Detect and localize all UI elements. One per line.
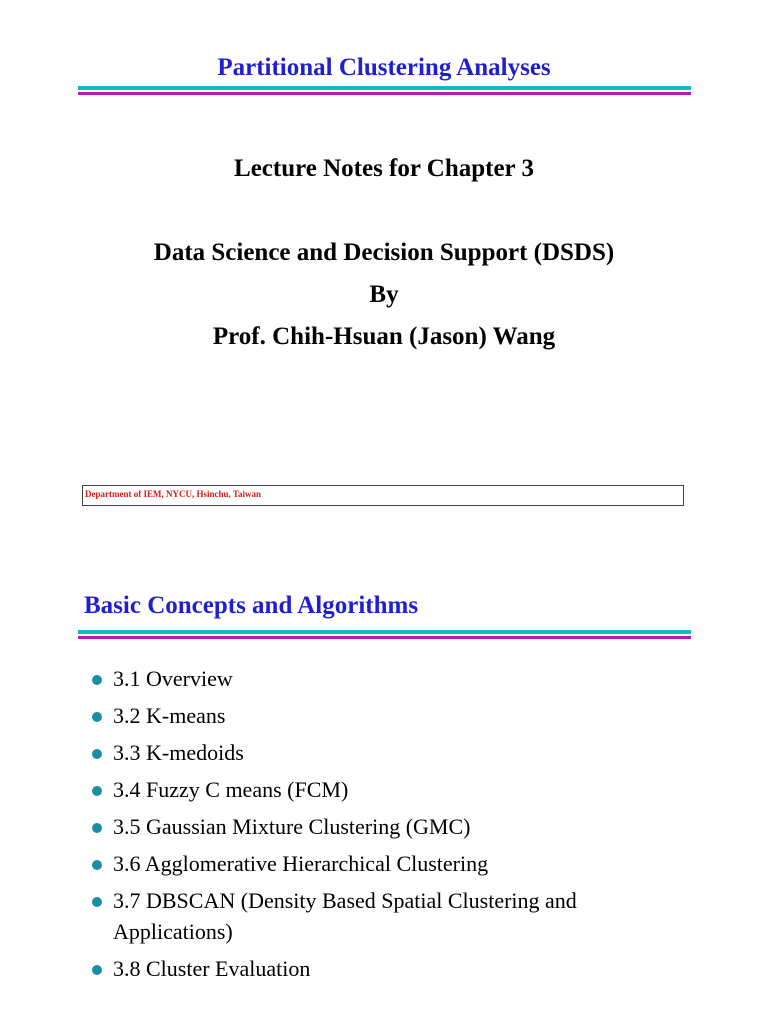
bullet-icon [92, 965, 102, 975]
department-footer: Department of IEM, NYCU, Hsinchu, Taiwan [85, 489, 262, 499]
slide-title-heading: Partitional Clustering Analyses [217, 54, 551, 81]
list-item [92, 953, 692, 984]
contents-heading: Basic Concepts and Algorithms [84, 592, 419, 619]
list-item-text: 3.2 K-means [113, 703, 226, 728]
list-item [92, 737, 692, 768]
bullet-icon [92, 860, 102, 870]
list-item-text: 3.5 Gaussian Mixture Clustering (GMC) [113, 814, 471, 839]
list-item [92, 774, 692, 805]
bullet-icon [92, 786, 102, 796]
list-item [92, 700, 692, 731]
list-item [92, 811, 692, 842]
bullet-icon [92, 675, 102, 685]
topic-list [92, 663, 692, 990]
list-item [92, 848, 692, 879]
title-divider [78, 86, 691, 95]
lecture-notes-line: Lecture Notes for Chapter 3 [234, 155, 534, 182]
list-item-text: 3.4 Fuzzy C means (FCM) [113, 777, 349, 802]
list-item [92, 663, 692, 694]
list-item-text: 3.7 DBSCAN (Density Based Spatial Clustering and Applications) [113, 888, 577, 944]
footer-box [82, 485, 684, 506]
list-item [92, 885, 692, 947]
slide-contents [0, 580, 768, 1024]
course-name-line: Data Science and Decision Support (DSDS) [153, 239, 615, 266]
list-item-text: 3.1 Overview [113, 666, 233, 691]
contents-divider [78, 630, 691, 639]
list-item-text: 3.8 Cluster Evaluation [113, 956, 311, 981]
bullet-icon [92, 712, 102, 722]
list-item-text: 3.6 Agglomerative Hierarchical Clustering [113, 851, 489, 876]
by-line: By [369, 281, 399, 308]
bullet-icon [92, 823, 102, 833]
author-line: Prof. Chih-Hsuan (Jason) Wang [212, 323, 556, 350]
bullet-icon [92, 749, 102, 759]
bullet-icon [92, 897, 102, 907]
list-item-text: 3.3 K-medoids [113, 740, 244, 765]
